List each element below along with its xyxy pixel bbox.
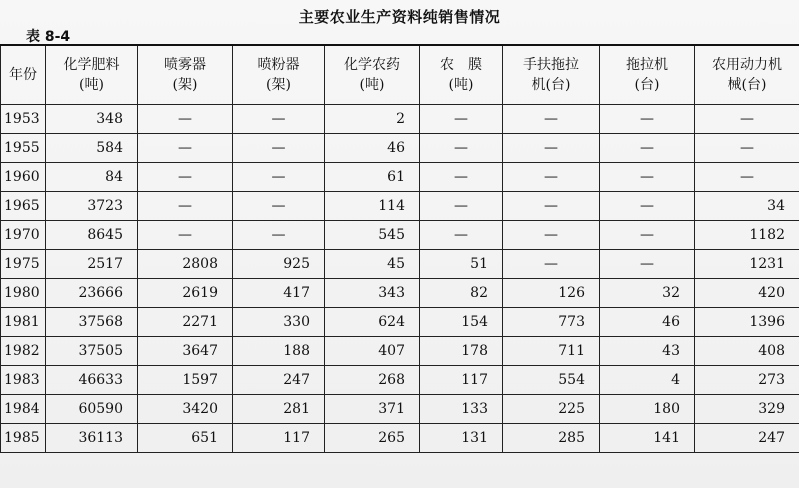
cell-power-machinery: — <box>695 163 799 192</box>
cell-tractor: — <box>600 163 695 192</box>
cell-pesticide: 45 <box>325 250 420 279</box>
cell-power-machinery: — <box>695 134 799 163</box>
cell-duster: 188 <box>233 337 325 366</box>
cell-tractor: 32 <box>600 279 695 308</box>
header-walking-tractor: 手扶拖拉 机(台) <box>503 45 600 105</box>
cell-film: 117 <box>420 366 503 395</box>
cell-sprayer: — <box>138 221 233 250</box>
cell-film: 131 <box>420 424 503 453</box>
cell-duster: 247 <box>233 366 325 395</box>
cell-fertilizer: 84 <box>46 163 138 192</box>
cell-tractor: — <box>600 105 695 134</box>
cell-year: 1982 <box>1 337 46 366</box>
cell-walking-tractor: — <box>503 134 600 163</box>
cell-fertilizer: 46633 <box>46 366 138 395</box>
cell-walking-tractor: — <box>503 192 600 221</box>
cell-film: 178 <box>420 337 503 366</box>
cell-walking-tractor: 126 <box>503 279 600 308</box>
cell-year: 1965 <box>1 192 46 221</box>
cell-sprayer: 3647 <box>138 337 233 366</box>
cell-pesticide: 46 <box>325 134 420 163</box>
cell-pesticide: 61 <box>325 163 420 192</box>
cell-sprayer: 2808 <box>138 250 233 279</box>
cell-duster: — <box>233 192 325 221</box>
table-row <box>1 308 799 337</box>
cell-sprayer: 3420 <box>138 395 233 424</box>
cell-year: 1953 <box>1 105 46 134</box>
cell-year: 1981 <box>1 308 46 337</box>
cell-fertilizer: 348 <box>46 105 138 134</box>
cell-year: 1955 <box>1 134 46 163</box>
table-row <box>1 337 799 366</box>
cell-power-machinery: 1182 <box>695 221 799 250</box>
cell-power-machinery: 408 <box>695 337 799 366</box>
cell-pesticide: 407 <box>325 337 420 366</box>
cell-tractor: 46 <box>600 308 695 337</box>
cell-tractor: — <box>600 134 695 163</box>
cell-walking-tractor: 773 <box>503 308 600 337</box>
cell-film: 51 <box>420 250 503 279</box>
cell-sprayer: 2619 <box>138 279 233 308</box>
cell-fertilizer: 23666 <box>46 279 138 308</box>
cell-tractor: 180 <box>600 395 695 424</box>
cell-year: 1984 <box>1 395 46 424</box>
cell-film: 82 <box>420 279 503 308</box>
cell-walking-tractor: — <box>503 221 600 250</box>
cell-tractor: — <box>600 250 695 279</box>
cell-pesticide: 624 <box>325 308 420 337</box>
cell-film: 133 <box>420 395 503 424</box>
cell-duster: 281 <box>233 395 325 424</box>
header-year: 年份 <box>1 45 46 105</box>
cell-sprayer: — <box>138 105 233 134</box>
cell-walking-tractor: 554 <box>503 366 600 395</box>
cell-tractor: — <box>600 192 695 221</box>
table-row <box>1 250 799 279</box>
cell-pesticide: 2 <box>325 105 420 134</box>
cell-sprayer: 2271 <box>138 308 233 337</box>
cell-sprayer: — <box>138 163 233 192</box>
cell-duster: — <box>233 163 325 192</box>
cell-walking-tractor: 225 <box>503 395 600 424</box>
cell-film: — <box>420 134 503 163</box>
cell-walking-tractor: — <box>503 163 600 192</box>
cell-duster: — <box>233 134 325 163</box>
cell-year: 1980 <box>1 279 46 308</box>
table-title: 主要农业生产资料纯销售情况 <box>298 8 501 26</box>
cell-duster: 925 <box>233 250 325 279</box>
cell-duster: 330 <box>233 308 325 337</box>
cell-tractor: 43 <box>600 337 695 366</box>
cell-fertilizer: 3723 <box>46 192 138 221</box>
table-body <box>1 105 799 453</box>
cell-fertilizer: 36113 <box>46 424 138 453</box>
cell-walking-tractor: 285 <box>503 424 600 453</box>
cell-year: 1975 <box>1 250 46 279</box>
cell-fertilizer: 60590 <box>46 395 138 424</box>
cell-fertilizer: 37568 <box>46 308 138 337</box>
cell-tractor: 4 <box>600 366 695 395</box>
header-row <box>1 45 799 105</box>
cell-duster: 117 <box>233 424 325 453</box>
table-number: 表 8-4 <box>26 29 71 45</box>
table-row <box>1 105 799 134</box>
table-row <box>1 163 799 192</box>
cell-walking-tractor: — <box>503 105 600 134</box>
cell-film: — <box>420 221 503 250</box>
cell-duster: — <box>233 105 325 134</box>
cell-sprayer: — <box>138 192 233 221</box>
cell-sprayer: 651 <box>138 424 233 453</box>
cell-power-machinery: 247 <box>695 424 799 453</box>
cell-sprayer: — <box>138 134 233 163</box>
header-tractor: 拖拉机 (台) <box>600 45 695 105</box>
cell-duster: 417 <box>233 279 325 308</box>
table-row <box>1 395 799 424</box>
cell-pesticide: 371 <box>325 395 420 424</box>
cell-power-machinery: 1231 <box>695 250 799 279</box>
cell-pesticide: 114 <box>325 192 420 221</box>
header-pesticide: 化学农药 (吨) <box>325 45 420 105</box>
cell-fertilizer: 584 <box>46 134 138 163</box>
cell-fertilizer: 8645 <box>46 221 138 250</box>
table-row <box>1 221 799 250</box>
cell-power-machinery: 329 <box>695 395 799 424</box>
cell-year: 1970 <box>1 221 46 250</box>
table-row <box>1 192 799 221</box>
cell-tractor: — <box>600 221 695 250</box>
cell-walking-tractor: 711 <box>503 337 600 366</box>
header-duster: 喷粉器 (架) <box>233 45 325 105</box>
header-film: 农 膜 (吨) <box>420 45 503 105</box>
cell-year: 1985 <box>1 424 46 453</box>
sales-table <box>0 44 799 453</box>
cell-film: — <box>420 105 503 134</box>
cell-power-machinery: 34 <box>695 192 799 221</box>
cell-fertilizer: 2517 <box>46 250 138 279</box>
table-row <box>1 134 799 163</box>
cell-power-machinery: — <box>695 105 799 134</box>
cell-pesticide: 343 <box>325 279 420 308</box>
table-row <box>1 424 799 453</box>
table-row <box>1 366 799 395</box>
cell-film: — <box>420 163 503 192</box>
cell-film: 154 <box>420 308 503 337</box>
cell-year: 1983 <box>1 366 46 395</box>
cell-film: — <box>420 192 503 221</box>
header-fertilizer: 化学肥料 (吨) <box>46 45 138 105</box>
header-sprayer: 喷雾器 (架) <box>138 45 233 105</box>
cell-power-machinery: 1396 <box>695 308 799 337</box>
header-power-machinery: 农用动力机 械(台) <box>695 45 799 105</box>
cell-year: 1960 <box>1 163 46 192</box>
cell-sprayer: 1597 <box>138 366 233 395</box>
cell-pesticide: 265 <box>325 424 420 453</box>
cell-fertilizer: 37505 <box>46 337 138 366</box>
cell-tractor: 141 <box>600 424 695 453</box>
cell-power-machinery: 273 <box>695 366 799 395</box>
cell-pesticide: 545 <box>325 221 420 250</box>
cell-pesticide: 268 <box>325 366 420 395</box>
cell-walking-tractor: — <box>503 250 600 279</box>
cell-power-machinery: 420 <box>695 279 799 308</box>
table-row <box>1 279 799 308</box>
cell-duster: — <box>233 221 325 250</box>
